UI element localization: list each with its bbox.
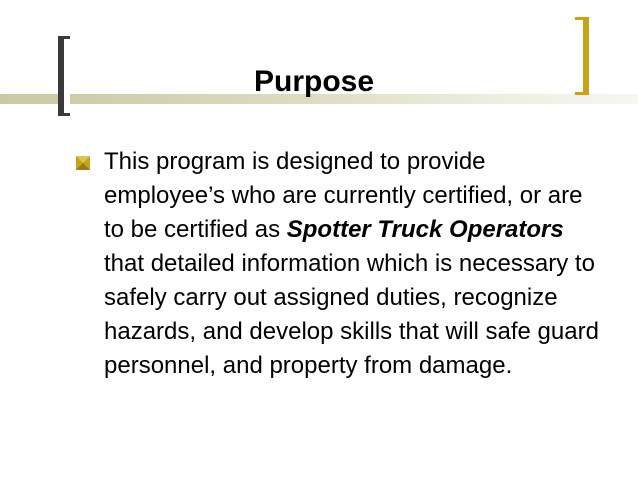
paragraph-text-part2: that detailed information which is necessary to safely carry out assigned duties, recognize hazards, and develop skills that will safe guard personnel, and property from damage. <box>104 250 599 379</box>
paragraph-emphasis: Spotter Truck Operators <box>286 216 564 243</box>
slide-title: Purpose <box>253 65 375 98</box>
paragraph-text-part1: This program is designed to provide employee’s who are currently certified, or are to be certified as <box>104 148 583 243</box>
bullet-paragraph <box>104 145 604 383</box>
square-bullet-icon <box>76 156 90 170</box>
